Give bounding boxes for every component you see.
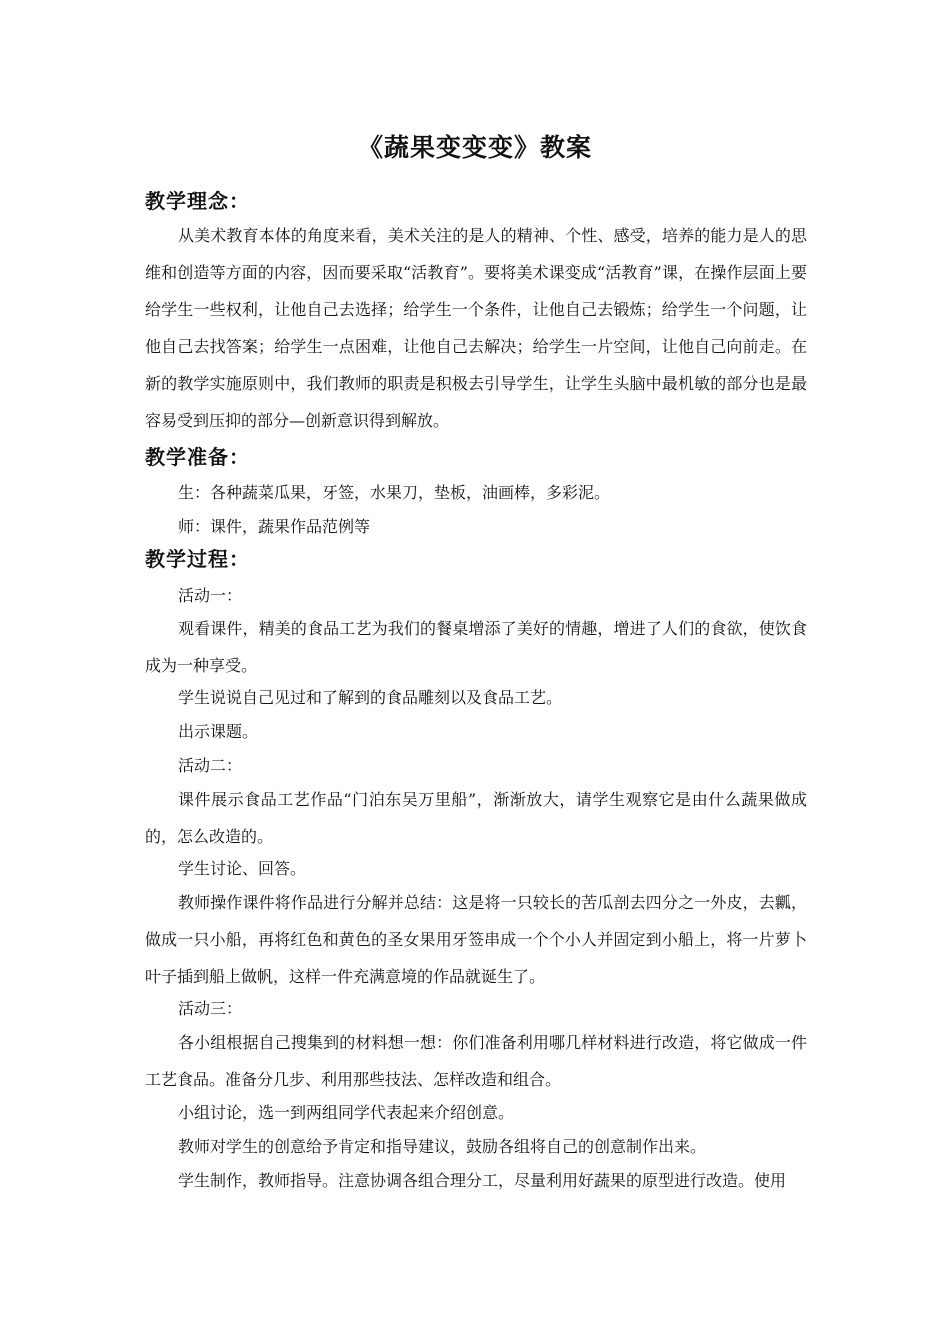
paragraph-teacher-materials: 师：课件，蔬果作品范例等 bbox=[178, 517, 371, 536]
section-heading-teaching-process: 教学过程： bbox=[145, 547, 250, 571]
paragraph-group-discussion: 小组讨论，选一到两组同学代表起来介绍创意。 bbox=[178, 1103, 515, 1122]
paragraph-activity-one-content: 观看课件，精美的食品工艺为我们的餐桌增添了美好的情趣，增进了人们的食欲，使饮食成为一种享受。 bbox=[145, 619, 807, 675]
paragraph-activity-three-content: 各小组根据自己搜集到的材料想一想：你们准备利用哪几样材料进行改造，将它做成一件工艺食品。准备分几步、利用那些技法、怎样改造和组合。 bbox=[145, 1033, 807, 1089]
paragraph-student-materials: 生：各种蔬菜瓜果，牙签，水果刀，垫板，油画棒，多彩泥。 bbox=[178, 483, 611, 502]
paragraph-show-topic: 出示课题。 bbox=[178, 722, 259, 741]
section-heading-teaching-preparation: 教学准备： bbox=[145, 445, 250, 469]
document-title: 《蔬果变变变》教案 bbox=[357, 133, 592, 162]
paragraph-activity-two-content: 课件展示食品工艺作品“门泊东吴万里船”，渐渐放大，请学生观察它是由什么蔬果做成的，怎么改造的。 bbox=[145, 790, 807, 846]
paragraph-activity-two-label: 活动二： bbox=[178, 756, 243, 775]
section-heading-teaching-philosophy: 教学理念： bbox=[145, 189, 250, 213]
paragraph-students-talk: 学生说说自己见过和了解到的食品雕刻以及食品工艺。 bbox=[178, 688, 563, 707]
paragraph-teacher-feedback: 教师对学生的创意给予肯定和指导建议，鼓励各组将自己的创意制作出来。 bbox=[178, 1137, 707, 1156]
paragraph-activity-three-label: 活动三： bbox=[178, 999, 243, 1018]
paragraph-activity-one-label: 活动一： bbox=[178, 586, 243, 605]
paragraph-philosophy: 从美术教育本体的角度来看，美术关注的是人的精神、个性、感受，培养的能力是人的思维和创造等方面的内容，因而要采取“活教育”。要将美术课变成“活教育”课，在操作层面上要给学生一些权利，让他自己去选择；给学生一个条件，让他自己去锻炼；给学生一个问题，让他自己去找答案；给学生一点困难，让他自己去解决；给学生一片空间，让他自己向前走。在新的教学实施原则中，我们教师的职责是积极去引导学生，让学生头脑中最机敏的部分也是最容易受到压抑的部分—创新意识得到解放。 bbox=[145, 226, 807, 430]
paragraph-student-production: 学生制作，教师指导。注意协调各组合理分工，尽量利用好蔬果的原型进行改造。使用 bbox=[178, 1171, 787, 1190]
paragraph-teacher-summary: 教师操作课件将作品进行分解并总结：这是将一只较长的苦瓜剖去四分之一外皮，去瓤，做成一只小船，再将红色和黄色的圣女果用牙签串成一个个小人并固定到小船上，将一片萝卜叶子插到船上做帆，这样一件充满意境的作品就诞生了。 bbox=[145, 893, 807, 986]
paragraph-students-discuss: 学生讨论、回答。 bbox=[178, 859, 307, 878]
